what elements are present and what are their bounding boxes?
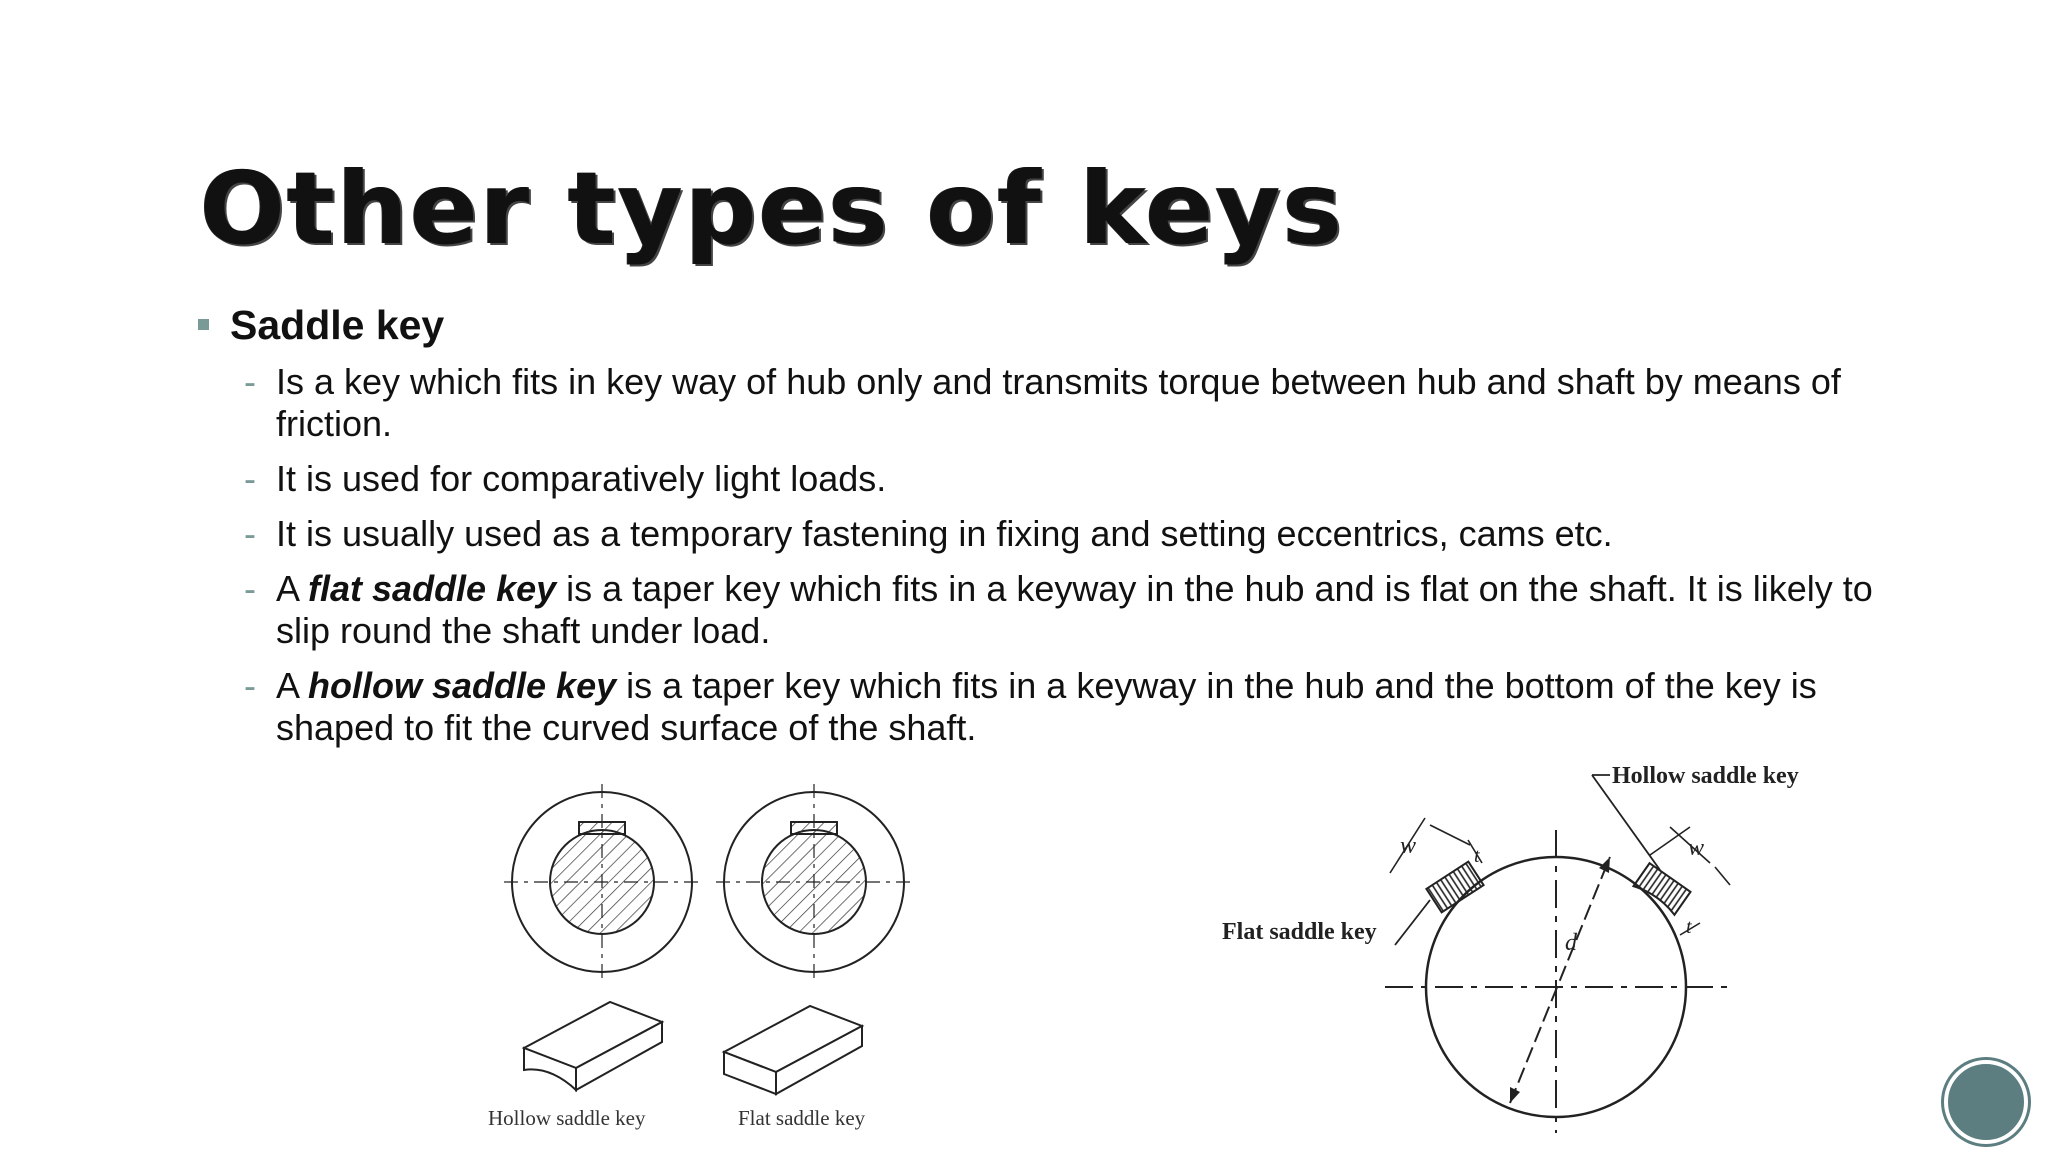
flat-key-isometric	[724, 1006, 862, 1094]
dim-w-left: w	[1400, 833, 1417, 859]
label-flat-saddle-key: Flat saddle key	[1222, 919, 1377, 945]
sub-bullet-emphasis: flat saddle key	[308, 568, 557, 609]
sub-bullet-text: is a taper key which fits in a keyway in the hub and the bottom of the key is shaped to fit the curved surface of the shaft.	[276, 665, 1817, 748]
sub-bullet-list	[198, 361, 1898, 749]
saddle-key-shaft-figure	[1220, 755, 1860, 1135]
sub-bullet-emphasis: hollow saddle key	[308, 665, 617, 706]
dim-w-right: w	[1688, 835, 1705, 861]
dimension-marks	[1390, 818, 1730, 935]
sub-bullet-item	[198, 458, 1896, 500]
hollow-saddle-key-shape	[1633, 863, 1690, 915]
leader-hollow	[1592, 775, 1660, 870]
dash-bullet-icon: -	[244, 665, 256, 706]
sub-bullet-text: It is usually used as a temporary fastening in fixing and setting eccentrics, cams etc.	[276, 513, 1613, 554]
hollow-key-section	[504, 784, 700, 980]
bullet-label: Saddle key	[230, 302, 445, 348]
dash-bullet-icon: -	[244, 361, 256, 402]
bullet-saddle-key	[198, 302, 1898, 349]
sub-bullet-text: Is a key which fits in key way of hub only and transmits torque between hub and shaft by means of friction.	[276, 361, 1841, 444]
square-bullet-icon	[198, 319, 209, 330]
hollow-key-isometric	[524, 1002, 662, 1090]
slide-content	[198, 302, 1898, 762]
sub-bullet-text: A	[276, 665, 309, 706]
leader-flat	[1395, 900, 1430, 945]
sub-bullet-text: It is used for comparatively light loads.	[276, 458, 887, 499]
diameter-line	[1510, 857, 1610, 1103]
slide-title: Other types of keys	[200, 150, 1345, 267]
dash-bullet-icon: -	[244, 513, 256, 554]
caption-hollow-saddle-key: Hollow saddle key	[488, 1106, 646, 1130]
flat-saddle-key-shape	[1426, 862, 1483, 913]
sub-bullet-item	[198, 665, 1896, 749]
sub-bullet-item	[198, 568, 1896, 652]
dim-t-left: t	[1474, 845, 1480, 867]
dash-bullet-icon: -	[244, 458, 256, 499]
caption-flat-saddle-key: Flat saddle key	[738, 1106, 866, 1130]
dash-bullet-icon: -	[244, 568, 256, 609]
flat-key-section	[716, 784, 912, 980]
sub-bullet-text: is a taper key which fits in a keyway in the hub and is flat on the shaft. It is likely to slip round the shaft under load.	[276, 568, 1873, 651]
dim-d: d	[1565, 930, 1577, 956]
dim-t-right: t	[1686, 916, 1692, 938]
saddle-key-sections-figure	[480, 770, 920, 1140]
sub-bullet-text: A	[276, 568, 309, 609]
sub-bullet-item	[198, 361, 1896, 445]
label-hollow-saddle-key: Hollow saddle key	[1612, 763, 1799, 789]
circle-nav-icon[interactable]	[1944, 1060, 2028, 1144]
sub-bullet-item	[198, 513, 1896, 555]
